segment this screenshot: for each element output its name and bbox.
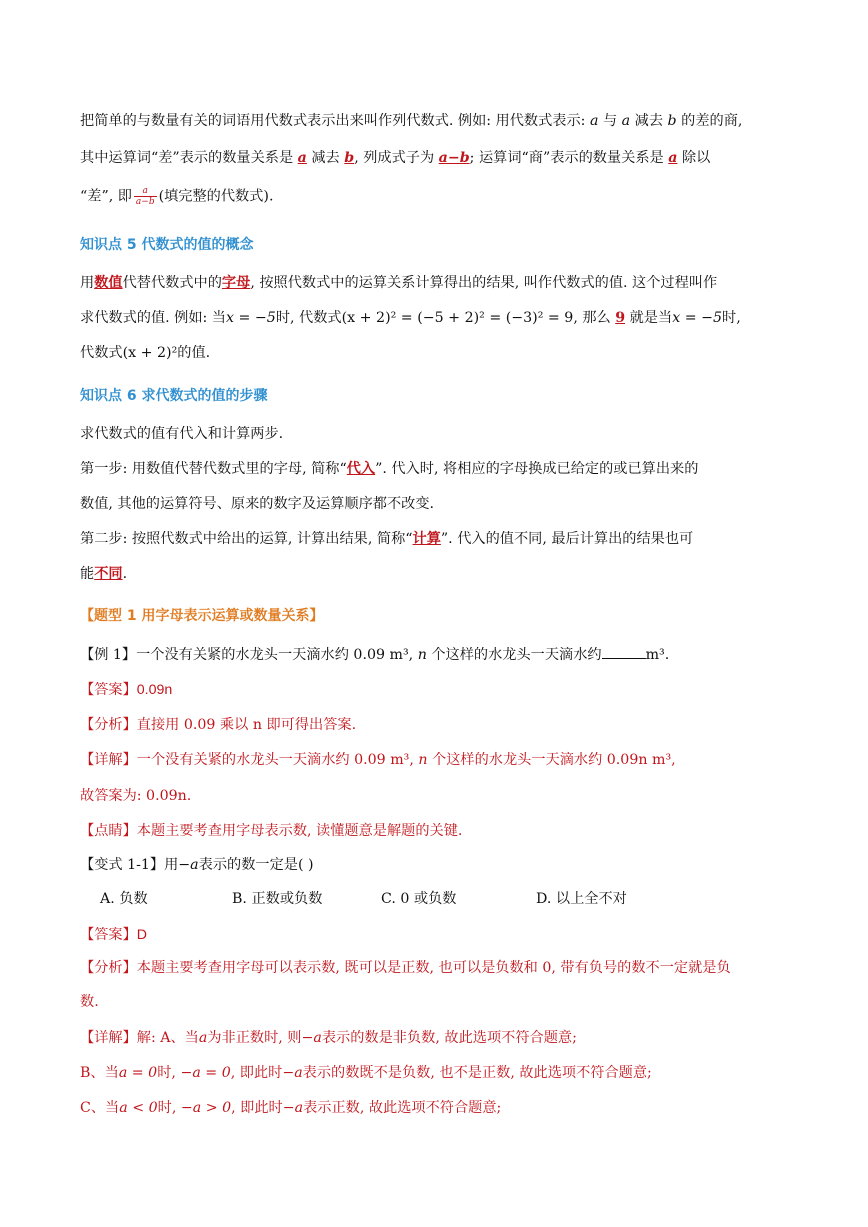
intro-line-1 xyxy=(80,111,808,131)
text: ; 运算词“商”表示的数量关系是 xyxy=(469,150,669,166)
math-var: b xyxy=(667,113,677,129)
answer-value: D xyxy=(136,927,148,943)
math-expression: x = −5 xyxy=(672,310,723,326)
text: 时, 代数式 xyxy=(275,310,342,326)
analysis-tag: 【分析】 xyxy=(80,960,137,976)
option-d[interactable]: D. 以上全不对 xyxy=(536,891,627,907)
text: 用 xyxy=(80,275,95,291)
answer-fill: 9 xyxy=(615,310,626,326)
detail-text: 表示正数, 故此选项不符合题意; xyxy=(303,1100,502,1116)
text: 的差的商, xyxy=(676,113,743,129)
detail-text: 时, xyxy=(157,1100,181,1116)
text: . xyxy=(122,566,128,582)
detail-text: 表示的数是非负数, 故此选项不符合题意; xyxy=(321,1030,577,1046)
knowledge-point-6-title: 知识点 6 求代数式的值的步骤 xyxy=(80,388,268,404)
kp5-line-1 xyxy=(80,273,808,293)
detail-text: B、当 xyxy=(80,1065,119,1081)
detail-text: 一个没有关紧的水龙头一天滴水约 0.09 m³, xyxy=(136,752,419,768)
answer-fill: a xyxy=(297,150,307,166)
fraction-numerator: a xyxy=(134,186,157,197)
detail-text: C、当 xyxy=(80,1100,120,1116)
text: 【变式 1-1】用 xyxy=(80,857,179,873)
analysis-text: 本题主要考查用字母可以表示数, 既可以是正数, 也可以是负数和 0, 带有负号的数不一定就是负 xyxy=(136,960,731,976)
detail-text: 解: A、当 xyxy=(136,1030,199,1046)
text: 就是当 xyxy=(625,310,673,326)
analysis-tag: 【分析】 xyxy=(80,717,137,733)
answer-fill: 不同 xyxy=(94,566,123,582)
text: 个这样的水龙头一天滴水约 xyxy=(426,647,602,663)
example-1-answer xyxy=(80,680,808,700)
math-expression: −a > 0 xyxy=(180,1100,232,1116)
kp5-line-3 xyxy=(80,343,808,363)
knowledge-point-5-title: 知识点 5 代数式的值的概念 xyxy=(80,237,254,253)
point-text: 本题主要考查用字母表示数, 读懂题意是解题的关键. xyxy=(136,823,463,839)
text: ”. 代入时, 将相应的字母换成已给定的或已算出来的 xyxy=(375,461,699,477)
intro-line-3 xyxy=(80,186,808,207)
math-expression: (x + 2)² xyxy=(122,345,178,361)
detail-tag: 【详解】 xyxy=(80,752,137,768)
text: “差”, 即 xyxy=(80,188,132,205)
question-type-1-title: 【题型 1 用字母表示运算或数量关系】 xyxy=(80,608,324,624)
variant-1-1-analysis-2: 数. xyxy=(80,994,99,1010)
answer-fill: 数值 xyxy=(94,275,123,291)
text: 把简单的与数量有关的词语用代数式表示出来叫作列代数式. 例如: 用代数式表示: xyxy=(80,113,590,129)
variant-1-1-detail-3 xyxy=(80,1098,808,1118)
answer-fill: a xyxy=(668,150,678,166)
text: 能 xyxy=(80,566,95,582)
text: 代数式 xyxy=(80,345,123,361)
variant-1-1-analysis xyxy=(80,958,808,978)
text: 其中运算词“差”表示的数量关系是 xyxy=(80,150,298,166)
text: 表示的数一定是( ) xyxy=(198,857,314,873)
math-expression: a = 0 xyxy=(118,1065,158,1081)
text: 第一步: 用数值代替代数式里的字母, 简称“ xyxy=(80,461,347,477)
text: m³. xyxy=(645,647,670,663)
math-expression: x = −5 xyxy=(226,310,276,326)
example-1-analysis xyxy=(80,715,808,735)
kp5-line-2 xyxy=(80,308,808,328)
detail-text: , 即此时 xyxy=(230,1065,283,1081)
intro-line-2 xyxy=(80,148,808,168)
text: ”. 代入的值不同, 最后计算出的结果也可 xyxy=(440,531,694,547)
example-1-detail-2: 故答案为: 0.09n. xyxy=(80,788,192,804)
math-expression: −a = 0 xyxy=(180,1065,231,1081)
variant-1-1-question xyxy=(80,855,808,875)
answer-tag: 【答案】 xyxy=(80,927,137,943)
text: 时, xyxy=(722,310,741,326)
answer-fill: b xyxy=(344,150,355,166)
detail-text: 表示的数既不是负数, 也不是正数, 故此选项不符合题意; xyxy=(302,1065,652,1081)
math-expression: −a xyxy=(178,857,199,873)
text: 减去 xyxy=(306,150,345,166)
answer-fraction xyxy=(134,186,157,207)
kp6-line-5 xyxy=(80,564,808,584)
kp6-line-4 xyxy=(80,529,808,549)
math-expression: a xyxy=(198,1030,208,1046)
option-b[interactable]: B. 正数或负数 xyxy=(232,891,323,907)
text: 求代数式的值. 例如: 当 xyxy=(80,310,226,326)
example-1-detail xyxy=(80,750,808,770)
math-expression: −a xyxy=(282,1100,304,1116)
variant-1-1-answer xyxy=(80,925,808,945)
text: 与 xyxy=(598,113,622,129)
text: 的值. xyxy=(177,345,211,361)
answer-fill: 计算 xyxy=(412,531,441,547)
kp6-line-3: 数值, 其他的运算符号、原来的数字及运算顺序都不改变. xyxy=(80,496,435,512)
math-var: a xyxy=(589,113,599,129)
analysis-text: 直接用 0.09 乘以 n 即可得出答案. xyxy=(136,717,357,733)
math-expression: −a xyxy=(301,1030,322,1046)
example-1-point xyxy=(80,821,808,841)
answer-fill: 字母 xyxy=(221,275,251,291)
option-c[interactable]: C. 0 或负数 xyxy=(381,891,457,907)
math-expression: (x + 2)² = (−5 + 2)² = (−3)² = 9 xyxy=(341,310,574,326)
math-var: n xyxy=(417,647,427,663)
detail-text: 为非正数时, 则 xyxy=(207,1030,302,1046)
detail-text: 时, xyxy=(157,1065,181,1081)
text: 代替代数式中的 xyxy=(122,275,222,291)
text: , 列成式子为 xyxy=(354,150,439,166)
math-var: n xyxy=(418,752,428,768)
text: 第二步: 按照代数式中给出的运算, 计算出结果, 简称“ xyxy=(80,531,413,547)
detail-text: , 即此时 xyxy=(231,1100,283,1116)
point-tag: 【点睛】 xyxy=(80,823,137,839)
answer-tag: 【答案】 xyxy=(80,682,137,698)
detail-text: 个这样的水龙头一天滴水约 0.09n m³, xyxy=(427,752,676,768)
answer-blank[interactable] xyxy=(602,644,646,659)
text: 【例 1】一个没有关紧的水龙头一天滴水约 0.09 m³, xyxy=(80,647,418,663)
kp6-line-1: 求代数式的值有代入和计算两步. xyxy=(80,426,284,442)
text: , 按照代数式中的运算关系计算得出的结果, 叫作代数式的值. 这个过程叫作 xyxy=(250,275,718,291)
kp6-line-2 xyxy=(80,459,808,479)
math-var: a xyxy=(621,113,631,129)
math-expression: a < 0 xyxy=(119,1100,158,1116)
example-1-question xyxy=(80,644,808,665)
option-a[interactable]: A. 负数 xyxy=(100,891,148,907)
answer-value: 0.09n xyxy=(136,682,173,698)
variant-1-1-detail-1 xyxy=(80,1028,808,1048)
text: (填完整的代数式). xyxy=(158,188,274,205)
text: 减去 xyxy=(630,113,668,129)
math-expression: −a xyxy=(282,1065,303,1081)
answer-fill: 代入 xyxy=(346,461,376,477)
answer-fill: a−b xyxy=(438,150,470,166)
detail-tag: 【详解】 xyxy=(80,1030,137,1046)
text: , 那么 xyxy=(573,310,616,326)
variant-1-1-detail-2 xyxy=(80,1063,808,1083)
text: 除以 xyxy=(677,150,711,166)
fraction-denominator: a−b xyxy=(135,197,155,207)
